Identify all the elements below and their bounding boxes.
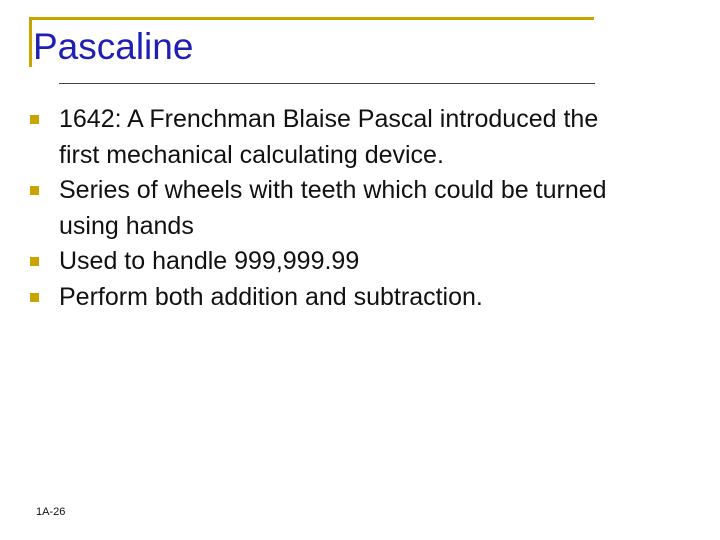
title-frame-left <box>29 17 32 67</box>
square-bullet-icon <box>30 293 39 302</box>
title-frame-top <box>29 17 594 20</box>
slide-title: Pascaline <box>33 26 194 67</box>
bullet-text-2: Series of wheels with teeth which could be turned using hands <box>59 176 607 240</box>
bullet-item-3 <box>30 244 690 280</box>
bullet-item-4 <box>30 280 690 316</box>
bullet-list <box>30 102 690 315</box>
bullet-text-1: 1642: A Frenchman Blaise Pascal introduced the first mechanical calculating device. <box>59 105 599 169</box>
bullet-item-1 <box>30 102 690 173</box>
bullet-text-3: Used to handle 999,999.99 <box>59 247 360 275</box>
square-bullet-icon <box>30 186 39 195</box>
square-bullet-icon <box>30 115 39 124</box>
slide-number: 1A-26 <box>36 506 66 518</box>
bullet-item-2 <box>30 173 690 244</box>
square-bullet-icon <box>30 257 39 266</box>
title-divider <box>59 83 595 84</box>
bullet-text-4: Perform both addition and subtraction. <box>59 282 483 311</box>
